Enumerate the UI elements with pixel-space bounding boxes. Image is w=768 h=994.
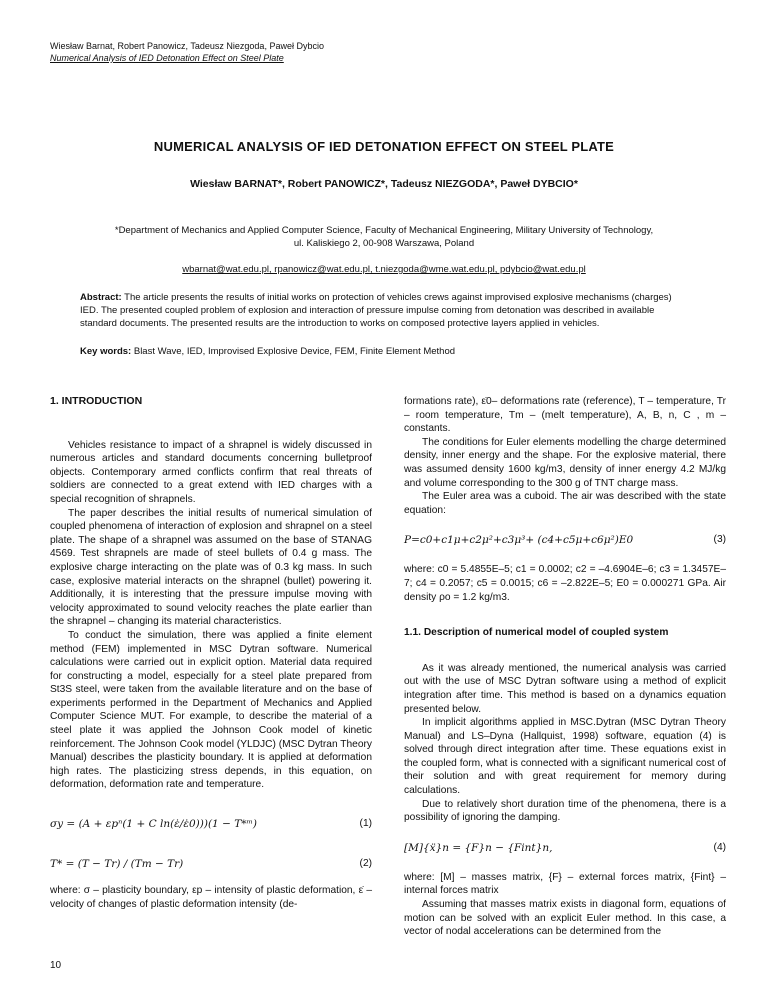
author-list: Wiesław BARNAT*, Robert PANOWICZ*, Tadeusz NIEZGODA*, Paweł DYBCIO* bbox=[190, 178, 578, 190]
right-column bbox=[404, 395, 726, 939]
equation-number: (2) bbox=[359, 858, 372, 870]
keywords-label: Key words: bbox=[80, 346, 132, 357]
equation-4 bbox=[404, 837, 726, 859]
paragraph: Due to relatively short duration time of the phenomena, there is a possibility of ignoring the damping. bbox=[404, 798, 726, 824]
equation-number: (1) bbox=[359, 818, 372, 830]
affiliation bbox=[0, 224, 768, 250]
running-header bbox=[50, 40, 324, 64]
header-journal-title: Numerical Analysis of IED Detonation Effect on Steel Plate bbox=[50, 53, 284, 63]
equation-body: σy = (A + εpⁿ(1 + C ln(ε̇/ε̇0)))(1 − T*ᵐ) bbox=[50, 818, 257, 831]
paragraph: where: c0 = 5.4855E–5; c1 = 0.0002; c2 = –4.6904E–6; c3 = 1.3457E–7; c4 = 0.2057; c5 = 0.0015; c6 = –2.822E–5; E0 = 0.000271 GPa. Air density ρo = 1.2 kg/m3. bbox=[404, 564, 726, 603]
paper-title: NUMERICAL ANALYSIS OF IED DETONATION EFFECT ON STEEL PLATE bbox=[153, 139, 615, 154]
email-links[interactable]: wbarnat@wat.edu.pl, rpanowicz@wat.edu.pl, t.niezgoda@wme.wat.edu.pl, pdybcio@wat.edu.pl bbox=[182, 264, 586, 275]
paragraph: As it was already mentioned, the numerical analysis was carried out with the use of MSC Dytran software using a method of explicit integration after time. This method is based on a dynamics equation presented below. bbox=[404, 662, 726, 715]
paragraph: In implicit algorithms applied in MSC.Dytran (MSC Dytran Theory Manual) and LS–Dyna (Hallquist, 1998) software, equation (4) is solved through direct integration after time. These equations exist in the coupled form, what is connected with a significant numerical cost of their solution and with great requirement for memory during calculations. bbox=[404, 717, 726, 797]
subsection-heading: 1.1. Description of numerical model of coupled system bbox=[404, 627, 669, 639]
paragraph: where: σ – plasticity boundary, εp – intensity of plastic deformation, ε̇ – velocity of changes of plastic deformation intensity (de- bbox=[50, 885, 372, 910]
abstract bbox=[80, 292, 690, 330]
paragraph: The Euler area was a cuboid. The air was described with the state equation: bbox=[404, 491, 726, 516]
paragraph: formations rate), ε̇0– deformations rate (reference), T – temperature, Tr – room temperature, Tm – (melt temperature), A, B, n, C , m – constants. bbox=[404, 396, 726, 435]
equation-body: [M]{ẍ}n = {F}n − {Fint}n, bbox=[404, 841, 553, 854]
paragraph: The conditions for Euler elements modelling the charge determined density, inner energy and the shape. For the explosive material, there was assumed density 1600 kg/m3, density of inner energy 4.2 MJ/kg and volume corresponding to the 300 g of TNT charge mass. bbox=[404, 436, 726, 489]
equation-3 bbox=[404, 529, 726, 551]
keywords bbox=[80, 346, 690, 357]
page-number: 10 bbox=[50, 960, 62, 971]
paragraph: To conduct the simulation, there was applied a finite element method (FEM) implemented in MSC Dytran software. Numerical calculations were carried out in explicit option. Material data required for constructing a model, especially for a steel plate prepared from St3S steel, were taken from the available literature and on the base of experiments performed in the Department of Mechanics and Applied Computer Science MUT. For example, to describe the material of a steel plate it was applied the Johnson Cook model of kinetic reinforcement. The Johnson Cook model (YLDJC) (MSC Dytran Theory Manual) describes the plasticity boundary. It is applied at deformation high rates. The plasticizing stress depends, in this equation, on deformation, deformation rate and temperature. bbox=[50, 629, 372, 791]
abstract-label: Abstract: bbox=[80, 292, 122, 303]
header-authors: Wiesław Barnat, Robert Panowicz, Tadeusz Niezgoda, Paweł Dybcio bbox=[50, 41, 324, 51]
paragraph: Vehicles resistance to impact of a shrapnel is widely discussed in numerous articles and standard documents concerning bulletproof objects. Contemporary armed conflicts confirm that real threats of soldiers are connected to a great extend with IED charges with a special recognition of shrapnels. bbox=[50, 439, 372, 505]
equation-body: T* = (T − Tr) / (Tm − Tr) bbox=[50, 858, 184, 871]
equation-body: P=c0+c1μ+c2μ²+c3μ³+ (c4+c5μ+c6μ²)E0 bbox=[404, 534, 634, 547]
keywords-text: Blast Wave, IED, Improvised Explosive Device, FEM, Finite Element Method bbox=[133, 346, 456, 357]
section-heading: 1. INTRODUCTION bbox=[50, 395, 143, 407]
equation-2 bbox=[50, 844, 372, 884]
paragraph: The paper describes the initial results of numerical simulation of coupled phenomena of interaction of explosion and shrapnel on a steel plate. The shape of a shrapnel was assumed on the base of STANAG 4569. Test shrapnels are made of steel bullets of 0.4 g mass. The explosive charge interacting on the plate was of 0.3 kg mass. In such case, explosive material interacts on the shrapnel (bullet) powering it. Additionally, it is interesting that the pressure impulse moving with velocity approximated to sound velocity reaches the plate earlier than the shrapnel – changing its material characteristics. bbox=[50, 507, 372, 628]
affiliation-line-1: *Department of Mechanics and Applied Computer Science, Faculty of Mechanical Engineering, Military University of Technology, bbox=[114, 225, 654, 236]
paragraph: where: [M] – masses matrix, {F} – external forces matrix, {Fint} – internal forces matrix bbox=[404, 871, 726, 897]
equation-1 bbox=[50, 804, 372, 844]
abstract-text: The article presents the results of initial works on protection of vehicles crews against improvised explosive mechanisms (charges) IED. The presented coupled problem of explosion and interaction of pressure impulse coming from detonation was described in available standard documents. The presented results are the introduction to works on composed protective layers applied in vehicles. bbox=[80, 292, 672, 329]
paragraph: Assuming that masses matrix exists in diagonal form, equations of motion can be solved with an explicit Euler method. In this case, a vector of nodal accelerations can be determined from the bbox=[404, 899, 726, 938]
left-column bbox=[50, 395, 372, 911]
affiliation-line-2: ul. Kaliskiego 2, 00-908 Warszawa, Poland bbox=[293, 238, 475, 249]
equation-number: (4) bbox=[713, 841, 726, 853]
equation-number: (3) bbox=[713, 534, 726, 546]
